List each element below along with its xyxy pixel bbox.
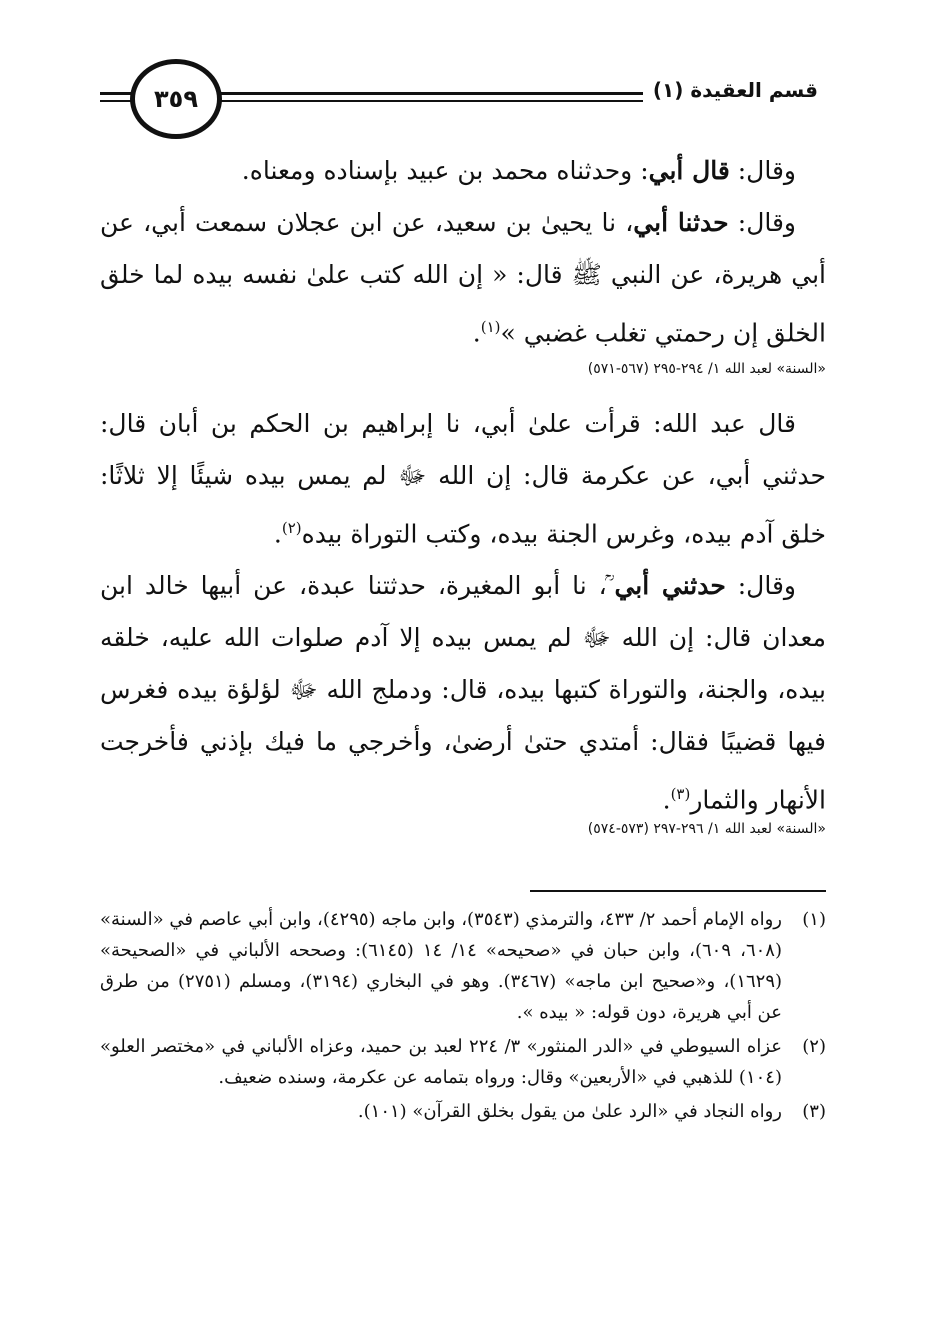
source-block-1 [100,358,826,380]
page-number: ٣٥٩ [130,59,222,139]
footnote-number: (١) [802,909,826,930]
footnote-separator [530,890,826,892]
paragraph [100,398,826,560]
narrator-bold: حدثنا أبي [633,208,729,237]
narrator-bold: قال أبي [648,156,730,185]
section-title: قسم العقيدة (١) [652,78,818,102]
footnote-text: عزاه السيوطي في «الدر المنثور» ٣/ ٢٢٤ لعبد بن حميد، وعزاه الألباني في «مختصر العلو» (١٠٤) للذهبي في «الأربعين» وقال: ورواه بتمامه عن عكرمة، وسنده ضعيف. [100,1036,782,1088]
paragraph-end: . [273,519,282,549]
paragraph-lead: وقال: [725,571,796,601]
paragraph-lead: وقال: [728,208,796,237]
paragraph-text: : وحدثناه محمد بن عبيد بإسناده ومعناه. [241,156,649,185]
body-block-1 [100,145,826,359]
body-block-2 [100,398,826,827]
footnote-ref[interactable]: (٣) [670,785,691,804]
source-block-2 [100,818,826,840]
footnote-text: رواه الإمام أحمد ٢/ ٤٣٣، والترمذي (٣٥٤٣)، وابن ماجه (٤٢٩٥)، وابن أبي عاصم في «السنة» (٦٠٨، ٦٠٩)، وابن حبان في «صحيحه» ١٤/ ١٤ (٦١٤٥): وصححه الألباني في «الصحيحة» (١٦٢٩)، و«صحيح ابن ماجه» (٣٤٦٧). وهو في البخاري (٣١٩٤)، ومسلم (٢٧٥١) من طرق عن أبي هريرة، دون قوله: « بيده ». [100,909,783,1023]
paragraph-text: ، نا يحيىٰ بن سعيد، عن ابن عجلان سمعت أبي، عن أبي هريرة، عن النبي ﷺ قال: « إن الله كتب علىٰ نفسه بيده لما خلق الخلق إن رحمتي تغلب غضبي » [100,208,826,348]
paragraph-end: . [662,785,671,815]
paragraph-end: . [472,318,481,348]
source-citation: «السنة» لعبد الله ١/ ٢٩٤-٢٩٥ (٥٦٧-٥٧١) [587,361,826,377]
footnote [100,1031,826,1093]
header-title-wrap [643,78,826,102]
paragraph [100,145,826,197]
narrator-bold: حدثني أبي [614,571,726,601]
footnote [100,1096,826,1127]
paragraph-text: ؒ، نا أبو المغيرة، حدثتنا عبدة، عن أبيها خالد ابن معدان قال: إن الله ﷻ لم يمس بيده إلا آدم صلوات الله عليه، خلقه بيده، والجنة، والتوراة كتبها بيده، قال: ودملج الله ﷻ لؤلؤة بيده فغرس فيها قضيبًا فقال: أمتدي حتىٰ أرضىٰ، وأخرجي ما فيك بإذني فأخرجت الأنهار والثمار [100,571,826,815]
paragraph-text: قال عبد الله: قرأت علىٰ أبي، نا إبراهيم بن الحكم بن أبان قال: حدثني أبي، عن عكرمة قال: إن الله ﷻ لم يمس بيده شيئًا إلا ثلاثًا: خلق آدم بيده، وغرس الجنة بيده، وكتب التوراة بيده [100,409,826,549]
footnotes [100,904,826,1130]
footnote [100,904,826,1028]
source-citation: «السنة» لعبد الله ١/ ٢٩٦-٢٩٧ (٥٧٣-٥٧٤) [587,821,826,837]
footnote-number: (٣) [802,1101,826,1122]
footnote-number: (٢) [802,1036,826,1057]
footnote-text: رواه النجاد في «الرد علىٰ من يقول بخلق القرآن» (١٠١). [357,1101,782,1122]
paragraph-lead: وقال: [729,156,796,185]
footnote-ref[interactable]: (٢) [281,519,302,537]
paragraph [100,197,826,359]
paragraph [100,560,826,826]
footnote-ref[interactable]: (١) [480,318,501,336]
